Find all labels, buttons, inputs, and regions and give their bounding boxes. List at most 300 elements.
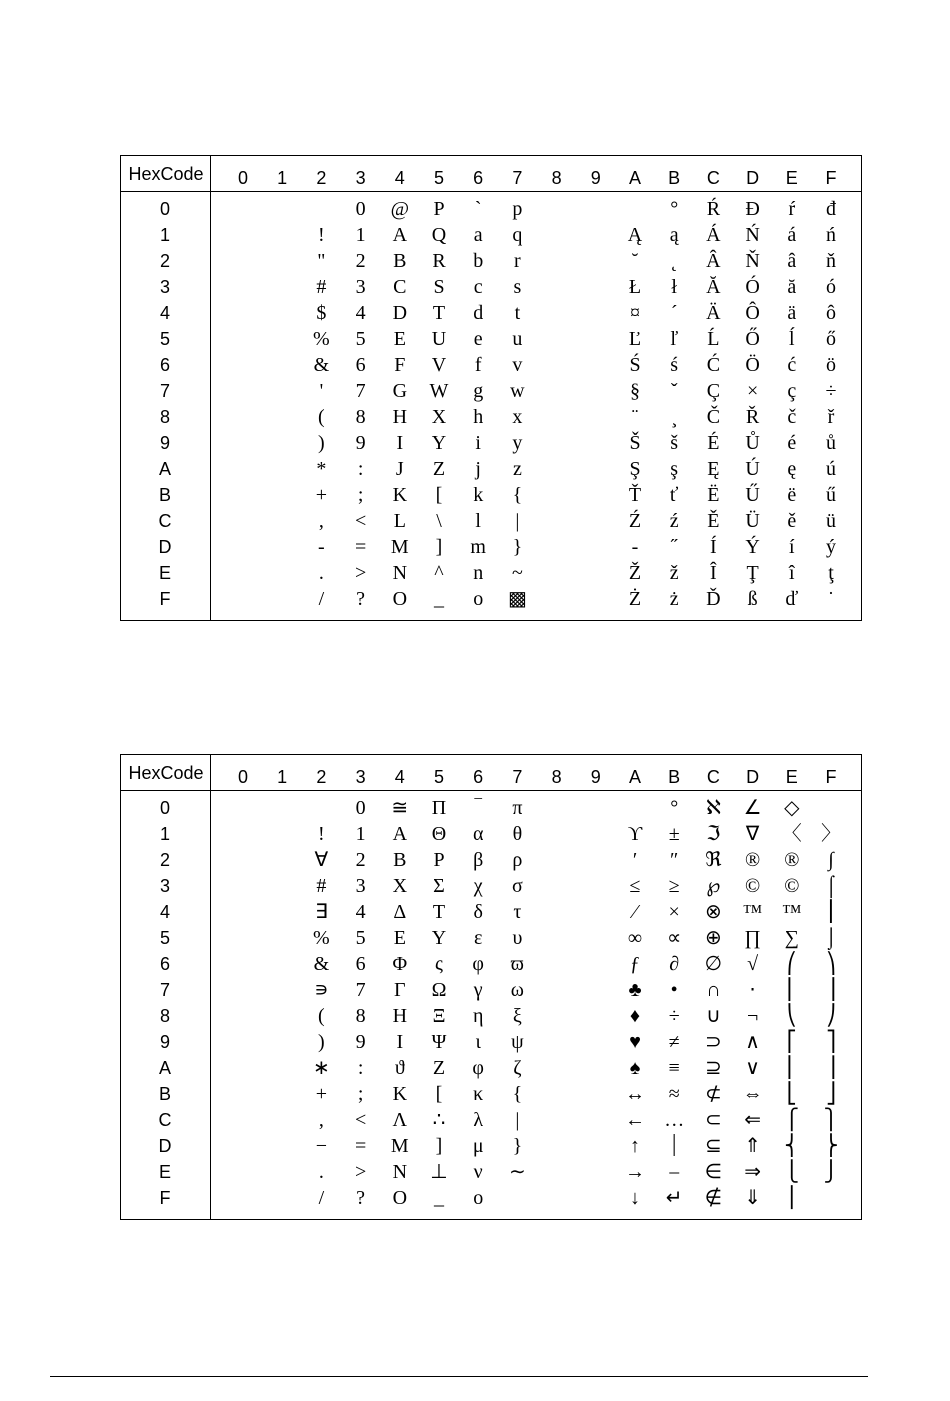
char-cell: ×: [668, 901, 680, 923]
char-cell: Σ: [433, 875, 445, 897]
char-cell: =: [354, 536, 367, 558]
char-cell: ]: [435, 536, 443, 558]
char-cell: ™: [742, 901, 763, 923]
char-cell: ∴: [432, 1109, 446, 1131]
column-header-4: 4: [394, 168, 405, 188]
char-cell: r: [514, 250, 521, 272]
column-header-B: B: [668, 168, 681, 188]
char-cell: (: [318, 406, 325, 428]
char-cell: f: [474, 354, 482, 376]
char-cell: 7: [355, 979, 366, 1001]
column-header-E: E: [785, 168, 798, 188]
column-header-7: 7: [512, 767, 523, 787]
char-cell: ă: [787, 276, 797, 298]
char-cell: Q: [431, 224, 447, 246]
char-cell: [: [435, 1083, 443, 1105]
column-header-2: 2: [316, 767, 327, 787]
char-cell: ×: [746, 380, 759, 402]
char-cell: á: [787, 224, 797, 246]
char-cell: ≠: [668, 1031, 680, 1053]
char-cell: Ň: [745, 250, 760, 272]
char-cell: Ľ: [628, 328, 642, 350]
char-cell: #: [316, 276, 327, 298]
char-cell: p: [512, 198, 523, 220]
char-cell: Ť: [628, 484, 642, 506]
char-cell: ú: [826, 458, 836, 480]
char-cell: ⁄: [633, 901, 637, 923]
char-cell: ⎪: [784, 1187, 800, 1209]
row-header-7: 7: [159, 980, 170, 1000]
char-cell: ň: [826, 250, 836, 272]
char-cell: ™: [781, 901, 802, 923]
char-cell: ®: [744, 849, 761, 871]
char-cell: 6: [355, 953, 366, 975]
column-header-3: 3: [355, 767, 366, 787]
char-cell: Ι: [396, 1031, 404, 1053]
char-cell: x: [512, 406, 523, 428]
char-cell: Č: [706, 406, 721, 428]
char-cell: ⎟: [826, 979, 836, 1001]
char-cell: ˘: [631, 250, 639, 272]
char-cell: R: [432, 250, 446, 272]
char-cell: ©: [784, 875, 800, 897]
char-cell: u: [512, 328, 523, 350]
row-header-0: 0: [159, 199, 170, 219]
char-cell: %: [313, 927, 330, 949]
char-cell: …: [664, 1109, 685, 1131]
char-cell: π: [512, 797, 523, 819]
column-header-5: 5: [433, 767, 444, 787]
char-cell: ţ: [828, 562, 834, 584]
char-cell: ź: [669, 510, 679, 532]
char-cell: ⊆: [705, 1135, 722, 1157]
char-cell: •: [670, 979, 678, 1001]
char-cell: ⎥: [826, 1057, 836, 1079]
char-cell: ⊕: [705, 927, 722, 949]
char-cell: é: [787, 432, 797, 454]
char-cell: Ş: [629, 458, 641, 480]
column-header-0: 0: [237, 767, 248, 787]
char-cell: `: [474, 198, 482, 220]
char-cell: ♣: [628, 979, 642, 1001]
char-cell: ∂: [669, 953, 680, 975]
char-cell: b: [473, 250, 484, 272]
char-cell: Κ: [392, 1083, 408, 1105]
char-cell: [: [435, 484, 443, 506]
char-cell: }: [512, 1135, 523, 1157]
char-cell: −: [315, 1135, 328, 1157]
row-header-F: F: [159, 589, 171, 609]
char-cell: →: [625, 1161, 645, 1183]
char-cell: i: [475, 432, 481, 454]
char-cell: ő: [826, 328, 836, 350]
char-cell: λ: [473, 1109, 484, 1131]
char-cell: ů: [826, 432, 836, 454]
char-cell: ℑ: [706, 823, 721, 845]
row-header-9: 9: [159, 1032, 170, 1052]
char-cell: 4: [355, 302, 366, 324]
char-cell: W: [429, 380, 449, 402]
char-cell: <: [354, 510, 367, 532]
char-cell: ö: [826, 354, 836, 376]
char-cell: √: [747, 953, 759, 975]
character-table-2: [120, 754, 862, 1220]
char-cell: Η: [392, 1005, 408, 1027]
header-divider-horizontal: [121, 191, 861, 192]
character-table-1: [120, 155, 862, 621]
char-cell: %: [313, 328, 330, 350]
char-cell: Ż: [628, 588, 642, 610]
char-cell: ≥: [668, 875, 680, 897]
column-header-8: 8: [551, 767, 562, 787]
char-cell: ⇐: [744, 1109, 761, 1131]
char-cell: Ś: [629, 354, 641, 376]
char-cell: _: [434, 1187, 444, 1209]
char-cell: υ: [512, 927, 523, 949]
char-cell: ⎤: [826, 1031, 836, 1053]
char-cell: +: [315, 1083, 328, 1105]
char-cell: !: [318, 823, 325, 845]
char-cell: š: [670, 432, 679, 454]
row-header-5: 5: [159, 928, 170, 948]
char-cell: ⊇: [705, 1057, 722, 1079]
hexcode-label: HexCode: [128, 763, 204, 783]
char-cell: ←: [625, 1109, 645, 1131]
char-cell: §: [630, 380, 640, 402]
char-cell: Μ: [390, 1135, 409, 1157]
char-cell: h: [473, 406, 484, 428]
char-cell: ű: [826, 484, 836, 506]
char-cell: 2: [355, 849, 366, 871]
char-cell: ∠: [743, 797, 762, 819]
char-cell: γ: [473, 979, 483, 1001]
char-cell: Ξ: [432, 1005, 446, 1027]
char-cell: β: [473, 849, 484, 871]
char-cell: ⋅: [749, 979, 756, 1001]
char-cell: c: [473, 276, 483, 298]
char-cell: Β: [393, 849, 407, 871]
char-cell: ě: [787, 510, 797, 532]
char-cell: σ: [512, 875, 523, 897]
char-cell: -: [318, 536, 325, 558]
char-cell: ĺ: [789, 328, 795, 350]
char-cell: Δ: [393, 901, 407, 923]
char-cell: s: [513, 276, 522, 298]
char-cell: ο: [473, 1187, 484, 1209]
char-cell: ~: [511, 562, 523, 584]
row-header-1: 1: [159, 225, 170, 245]
char-cell: ρ: [512, 849, 523, 871]
char-cell: ń: [826, 224, 836, 246]
char-cell: ⎧: [784, 1109, 800, 1131]
char-cell: 1: [355, 823, 366, 845]
column-header-C: C: [706, 168, 720, 188]
char-cell: Ł: [628, 276, 642, 298]
column-header-A: A: [628, 168, 641, 188]
char-cell: ⎩: [784, 1161, 800, 1183]
char-cell: ô: [826, 302, 836, 324]
header-divider-vertical: [210, 156, 211, 620]
char-cell: Ę: [707, 458, 720, 480]
char-cell: V: [431, 354, 447, 376]
char-cell: Ë: [707, 484, 720, 506]
char-cell: ľ: [670, 328, 679, 350]
row-header-6: 6: [159, 954, 170, 974]
char-cell: M: [390, 536, 409, 558]
char-cell: ż: [669, 588, 679, 610]
char-cell: ∃: [315, 901, 328, 923]
char-cell: î: [789, 562, 795, 584]
char-cell: (: [318, 1005, 325, 1027]
char-cell: η: [472, 1005, 484, 1027]
row-header-4: 4: [159, 902, 170, 922]
char-cell: ±: [668, 823, 680, 845]
char-cell: ⎞: [826, 953, 836, 975]
char-cell: ∉: [704, 1187, 723, 1209]
column-header-D: D: [746, 767, 760, 787]
char-cell: ∩: [706, 979, 721, 1001]
row-header-8: 8: [159, 1006, 170, 1026]
char-cell: F: [394, 354, 406, 376]
char-cell: τ: [513, 901, 522, 923]
char-cell: â: [787, 250, 797, 272]
char-cell: P: [433, 198, 445, 220]
char-cell: o: [473, 588, 484, 610]
char-cell: Ô: [745, 302, 760, 324]
char-cell: ®: [784, 849, 800, 871]
char-cell: ⇒: [744, 1161, 761, 1183]
char-cell: @: [390, 198, 409, 220]
char-cell: ˛: [670, 250, 678, 272]
char-cell: Ř: [745, 406, 760, 428]
row-header-2: 2: [159, 251, 170, 271]
char-cell: +: [315, 484, 328, 506]
char-cell: ⎣: [786, 1083, 797, 1105]
char-cell: ↓: [630, 1187, 640, 1209]
char-cell: Ç: [706, 380, 721, 402]
char-cell: Α: [392, 823, 408, 845]
char-cell: Θ: [431, 823, 447, 845]
char-cell: ≤: [629, 875, 641, 897]
char-cell: Đ: [745, 198, 760, 220]
char-cell: ©: [744, 875, 761, 897]
char-cell: ⎛: [786, 953, 797, 975]
char-cell: ∀: [314, 849, 329, 871]
char-cell: G: [392, 380, 408, 402]
char-cell: ,: [318, 510, 324, 532]
char-cell: Φ: [392, 953, 408, 975]
char-cell: ′: [632, 849, 638, 871]
char-cell: μ: [472, 1135, 484, 1157]
char-cell: ]: [435, 1135, 443, 1157]
column-header-4: 4: [394, 767, 405, 787]
char-cell: 8: [355, 406, 366, 428]
char-cell: Š: [629, 432, 641, 454]
char-cell: a: [473, 224, 483, 246]
char-cell: ⎯: [669, 1161, 680, 1183]
char-cell: I: [396, 432, 404, 454]
char-cell: Ő: [745, 328, 760, 350]
char-cell: ü: [826, 510, 836, 532]
char-cell: ť: [669, 484, 679, 506]
char-cell: Á: [706, 224, 721, 246]
row-header-B: B: [158, 485, 171, 505]
char-cell: <: [354, 1109, 367, 1131]
char-cell: ϖ: [510, 953, 524, 975]
char-cell: ∏: [744, 927, 761, 949]
char-cell: w: [510, 380, 525, 402]
char-cell: 5: [355, 328, 366, 350]
char-cell: 9: [355, 432, 366, 454]
char-cell: ;: [357, 484, 364, 506]
char-cell: ⎝: [786, 1005, 797, 1027]
char-cell: D: [392, 302, 408, 324]
char-cell: ∍: [314, 979, 329, 1001]
char-cell: ç: [787, 380, 797, 402]
char-cell: ℵ: [705, 797, 721, 819]
char-cell: Ψ: [431, 1031, 447, 1053]
char-cell: 〈: [781, 823, 802, 845]
row-header-8: 8: [159, 407, 170, 427]
char-cell: Ţ: [746, 562, 759, 584]
char-cell: ν: [473, 1161, 483, 1183]
char-cell: Ć: [706, 354, 721, 376]
row-header-4: 4: [159, 303, 170, 323]
column-header-9: 9: [590, 168, 601, 188]
char-cell: ⌠: [824, 875, 838, 897]
char-cell: Y: [431, 432, 447, 454]
char-cell: :: [357, 1057, 364, 1079]
char-cell: k: [473, 484, 484, 506]
char-cell: ⏐: [668, 1135, 680, 1157]
char-cell: đ: [826, 198, 836, 220]
char-cell: U: [431, 328, 447, 350]
column-header-6: 6: [473, 168, 484, 188]
char-cell: 〉: [821, 823, 841, 845]
char-cell: Ń: [745, 224, 760, 246]
char-cell: α: [472, 823, 484, 845]
char-cell: ř: [827, 406, 835, 428]
char-cell: ⇓: [744, 1187, 761, 1209]
char-cell: ∝: [667, 927, 682, 949]
column-header-5: 5: [433, 168, 444, 188]
char-cell: ł: [671, 276, 677, 298]
char-cell: φ: [472, 1057, 484, 1079]
row-header-7: 7: [159, 381, 170, 401]
char-cell: d: [473, 302, 484, 324]
row-header-A: A: [158, 1058, 171, 1078]
char-cell: _: [434, 588, 444, 610]
char-cell: .: [318, 1161, 324, 1183]
char-cell: ϑ: [394, 1057, 405, 1079]
char-cell: ¸: [670, 406, 678, 428]
char-cell: Χ: [392, 875, 408, 897]
char-cell: ę: [787, 458, 797, 480]
char-cell: Π: [431, 797, 447, 819]
char-cell: Î: [710, 562, 717, 584]
char-cell: ś: [670, 354, 679, 376]
char-cell: 4: [355, 901, 366, 923]
column-header-1: 1: [277, 767, 288, 787]
char-cell: ∞: [627, 927, 643, 949]
char-cell: Ú: [745, 458, 760, 480]
column-header-A: A: [628, 767, 641, 787]
char-cell: ⇑: [744, 1135, 761, 1157]
char-cell: ⌡: [824, 927, 838, 949]
row-header-1: 1: [159, 824, 170, 844]
char-cell: Γ: [394, 979, 406, 1001]
char-cell: >: [354, 562, 367, 584]
char-cell: ŕ: [788, 198, 796, 220]
row-header-3: 3: [159, 876, 170, 896]
char-cell: E: [393, 328, 406, 350]
char-cell: 1: [355, 224, 366, 246]
char-cell: g: [473, 380, 484, 402]
char-cell: Ý: [745, 536, 760, 558]
char-cell: ↵: [665, 1187, 683, 1209]
char-cell: ε: [473, 927, 483, 949]
char-cell: ∅: [704, 953, 723, 975]
char-cell: ş: [670, 458, 679, 480]
char-cell: ': [319, 380, 324, 402]
char-cell: >: [354, 1161, 367, 1183]
char-cell: ⊄: [705, 1083, 722, 1105]
column-header-0: 0: [237, 168, 248, 188]
char-cell: °: [670, 797, 679, 819]
char-cell: /: [318, 1187, 325, 1209]
row-header-6: 6: [159, 355, 170, 375]
char-cell: ą: [669, 224, 679, 246]
char-cell: ⊂: [705, 1109, 722, 1131]
char-cell: Ă: [706, 276, 721, 298]
column-header-B: B: [668, 767, 681, 787]
row-header-F: F: [159, 1188, 171, 1208]
char-cell: &: [313, 953, 330, 975]
char-cell: \: [436, 510, 442, 532]
char-cell: ÷: [668, 1005, 680, 1027]
char-cell: ý: [826, 536, 836, 558]
char-cell: ≅: [391, 797, 409, 819]
char-cell: 5: [355, 927, 366, 949]
char-cell: ⊗: [705, 901, 722, 923]
char-cell: ⎡: [786, 1031, 797, 1053]
row-header-2: 2: [159, 850, 170, 870]
char-cell: 3: [355, 875, 366, 897]
char-cell: 9: [355, 1031, 366, 1053]
char-cell: Ν: [392, 1161, 408, 1183]
char-cell: {: [512, 1083, 523, 1105]
char-cell: ß: [747, 588, 758, 610]
char-cell: 0: [355, 198, 366, 220]
char-cell: ⊃: [705, 1031, 722, 1053]
char-cell: $: [316, 302, 327, 324]
char-cell: ∗: [313, 1057, 330, 1079]
char-cell: Â: [706, 250, 721, 272]
row-header-9: 9: [159, 433, 170, 453]
char-cell: ƒ: [630, 953, 640, 975]
char-cell: ⎨: [784, 1135, 800, 1157]
char-cell: ▩: [507, 588, 527, 610]
char-cell: v: [512, 354, 523, 376]
char-cell: &: [313, 354, 330, 376]
char-cell: t: [514, 302, 521, 324]
char-cell: -: [631, 536, 639, 558]
char-cell: ς: [435, 953, 443, 975]
char-cell: ∈: [704, 1161, 723, 1183]
char-cell: ♦: [629, 1005, 641, 1027]
page-footer-rule: [50, 1376, 868, 1377]
column-header-8: 8: [551, 168, 562, 188]
